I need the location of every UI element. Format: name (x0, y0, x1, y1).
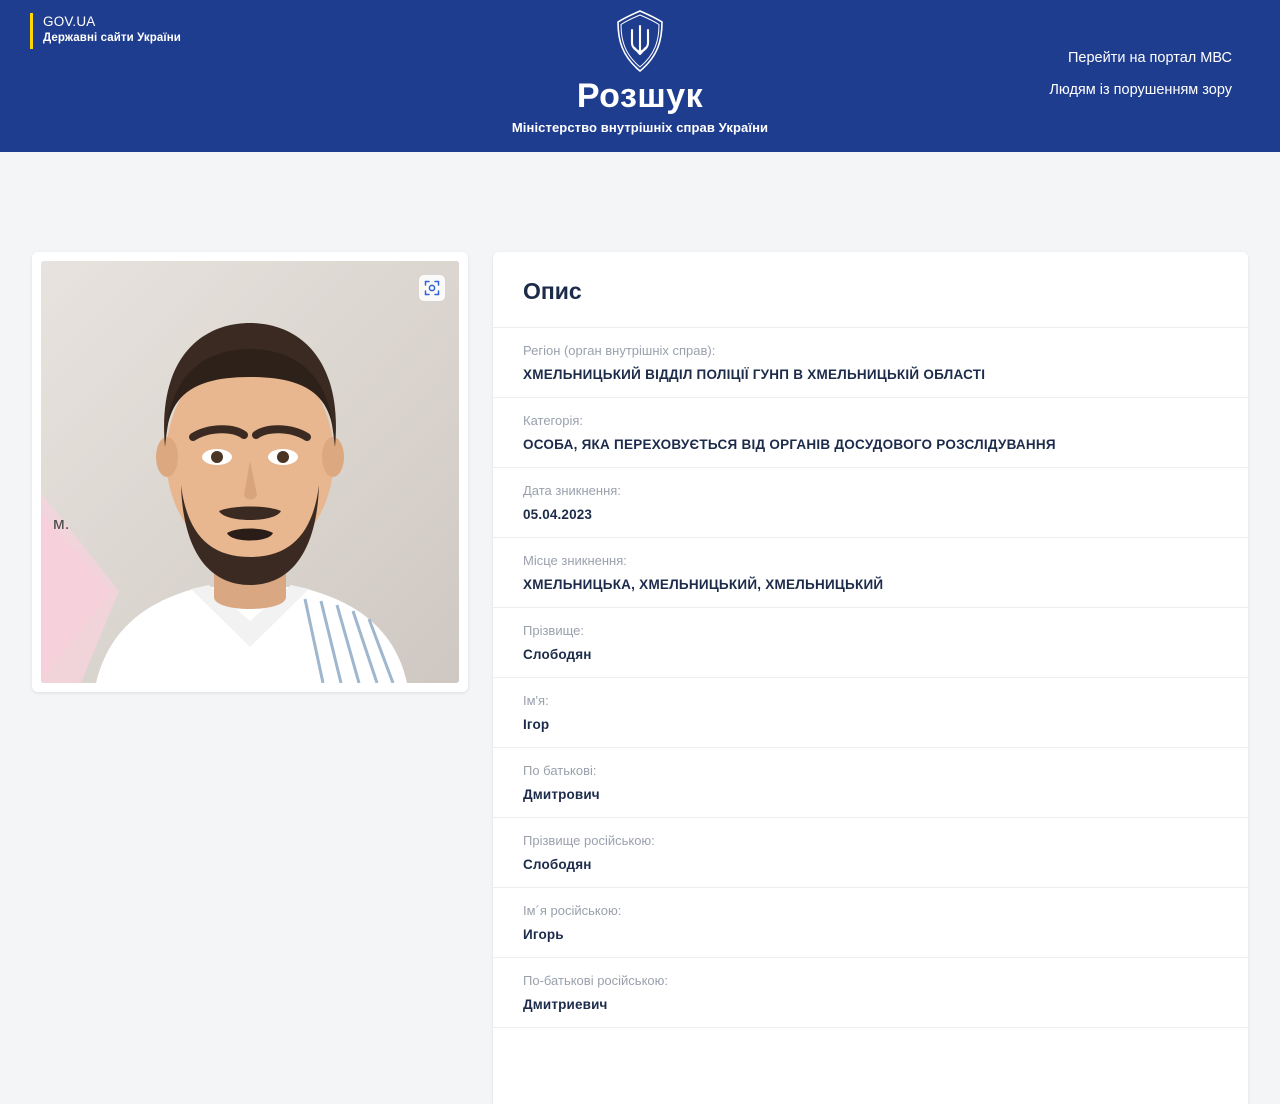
field-value: 05.04.2023 (523, 507, 593, 522)
main-content (0, 152, 1280, 1104)
field-firstname (493, 677, 1248, 747)
field-value: Слободян (523, 647, 592, 662)
field-region (493, 327, 1248, 397)
description-title: Опис (523, 278, 582, 304)
field-value: Игорь (523, 927, 564, 942)
field-label: Ім´я російською: (523, 903, 622, 918)
field-label: Прізвище російською: (523, 833, 655, 848)
field-label: Дата зникнення: (523, 483, 621, 498)
photo-card (32, 252, 468, 692)
field-disappearance-place (493, 537, 1248, 607)
field-patronymic-ru (493, 957, 1248, 1027)
field-label: Категорія: (523, 413, 584, 428)
svg-text:м.: м. (53, 514, 70, 533)
field-label: Регіон (орган внутрішніх справ): (523, 343, 716, 358)
field-divider-bottom (493, 1027, 1248, 1035)
wanted-person-photo[interactable] (41, 261, 459, 683)
field-value: Дмитрович (523, 787, 600, 802)
field-surname-ru (493, 817, 1248, 887)
zoom-expand-icon[interactable] (419, 275, 445, 301)
gov-ua-subtitle: Державні сайти України (43, 32, 181, 44)
field-category (493, 397, 1248, 467)
field-value: Ігор (523, 717, 550, 732)
link-mvs-portal[interactable]: Перейти на портал МВС (1067, 50, 1232, 66)
description-card (493, 252, 1248, 1104)
link-accessibility[interactable]: Людям із порушенням зору (1049, 82, 1232, 98)
site-subtitle: Міністерство внутрішніх справ України (511, 120, 769, 135)
field-patronymic (493, 747, 1248, 817)
field-firstname-ru (493, 887, 1248, 957)
field-value: ХМЕЛЬНИЦЬКА, ХМЕЛЬНИЦЬКИЙ, ХМЕЛЬНИЦЬКИЙ (523, 577, 884, 592)
site-header (0, 0, 1280, 152)
gov-ua-label: GOV.UA (43, 14, 96, 29)
field-value: Слободян (523, 857, 592, 872)
page-title: Розшук (576, 77, 704, 115)
field-value: ХМЕЛЬНИЦЬКИЙ ВІДДІЛ ПОЛІЦІЇ ГУНП В ХМЕЛЬНИЦЬКІЙ ОБЛАСТІ (523, 367, 986, 382)
field-label: По батькові: (523, 763, 597, 778)
field-label: Місце зникнення: (523, 553, 627, 568)
field-disappearance-date (493, 467, 1248, 537)
field-label: Ім'я: (523, 693, 549, 708)
field-value: Дмитриевич (523, 997, 608, 1012)
field-label: По-батькові російською: (523, 973, 668, 988)
field-value: ОСОБА, ЯКА ПЕРЕХОВУЄТЬСЯ ВІД ОРГАНІВ ДОСУДОВОГО РОЗСЛІДУВАННЯ (523, 437, 1056, 452)
header-links (1049, 42, 1232, 106)
field-surname (493, 607, 1248, 677)
field-label: Прізвище: (523, 623, 584, 638)
